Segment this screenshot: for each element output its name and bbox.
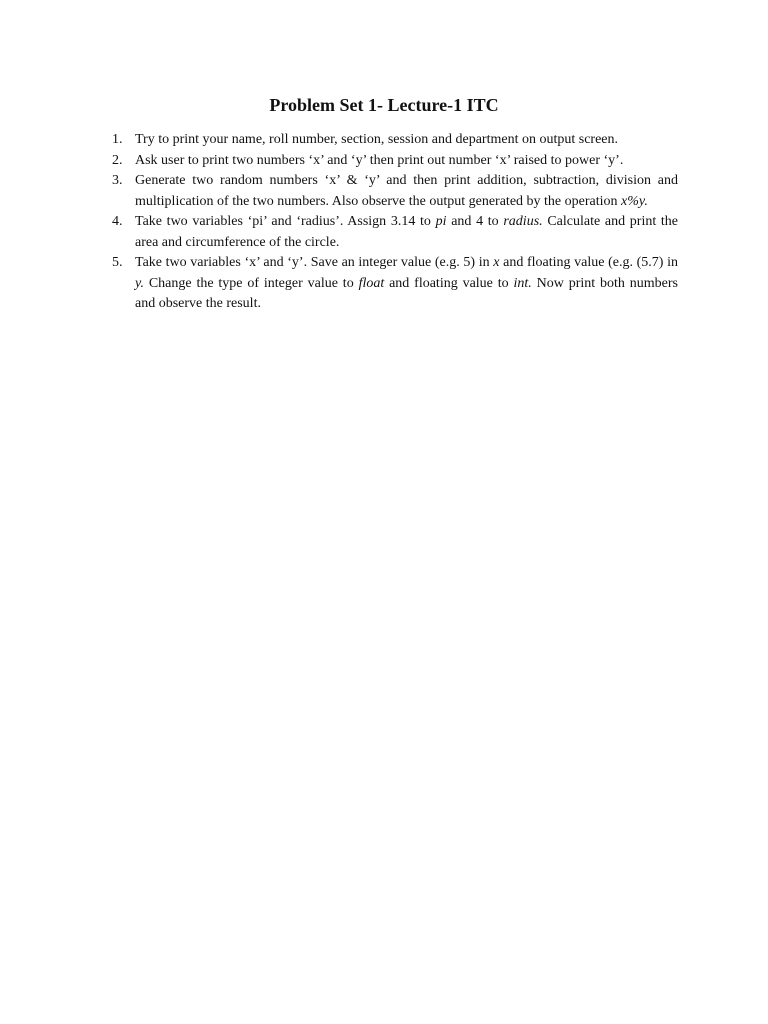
problem-text-segment: and floating value to [384, 275, 514, 291]
problem-number: 3. [112, 173, 123, 188]
problem-text [135, 153, 623, 168]
problem-text-italic-segment: float [358, 275, 385, 291]
problem-number: 2. [112, 152, 123, 168]
problem-number: 4. [112, 214, 123, 229]
problem-text-segment: Now print both numbers and observe the result. [135, 275, 679, 311]
problem-text-segment: Ask user to print two numbers ‘x’ and ‘y’ then print out number ‘x’ raised to power ‘y’. [135, 152, 624, 168]
problem-text-italic-segment: x [493, 255, 500, 270]
problem-text-segment: Try to print your name, roll number, section, session and department on output screen. [135, 132, 618, 147]
problem-text-segment: and 4 to [446, 214, 504, 229]
problem-text [135, 255, 678, 311]
problem-text-segment: Change the type of integer value to [143, 275, 359, 291]
problem-number: 1. [112, 132, 123, 147]
problem-text-italic-segment: pi [435, 214, 447, 229]
problem-text-segment: Calculate and print the area and circumference of the circle. [135, 214, 679, 250]
problem-item [112, 130, 678, 151]
problem-item [112, 212, 679, 253]
problem-text-italic-segment: int. [513, 275, 532, 291]
problem-item [112, 171, 678, 212]
problem-text-segment: Take two variables ‘x’ and ‘y’. Save an integer value (e.g. 5) in [135, 255, 494, 270]
problem-text [135, 132, 618, 147]
problem-text [135, 173, 678, 209]
problem-text [135, 214, 678, 250]
problem-text-segment: and floating value (e.g. (5.7) in [499, 255, 678, 270]
problem-text-segment: Take two variables ‘pi’ and ‘radius’. Assign 3.14 to [135, 214, 436, 229]
problem-text-italic-segment: radius. [503, 214, 543, 229]
problem-list [112, 130, 679, 315]
problem-text-italic-segment: y. [135, 275, 144, 291]
problem-item [112, 151, 678, 172]
problem-number: 5. [112, 255, 123, 270]
problem-item [112, 253, 679, 315]
problem-text-italic-segment: x%y. [621, 193, 648, 209]
document-title: Problem Set 1- Lecture-1 ITC [269, 95, 499, 115]
problem-text-segment: Generate two random numbers ‘x’ & ‘y’ and then print addition, subtraction, division and multiplication of the two numbers. Also observe the output generated by the operation [135, 173, 678, 209]
